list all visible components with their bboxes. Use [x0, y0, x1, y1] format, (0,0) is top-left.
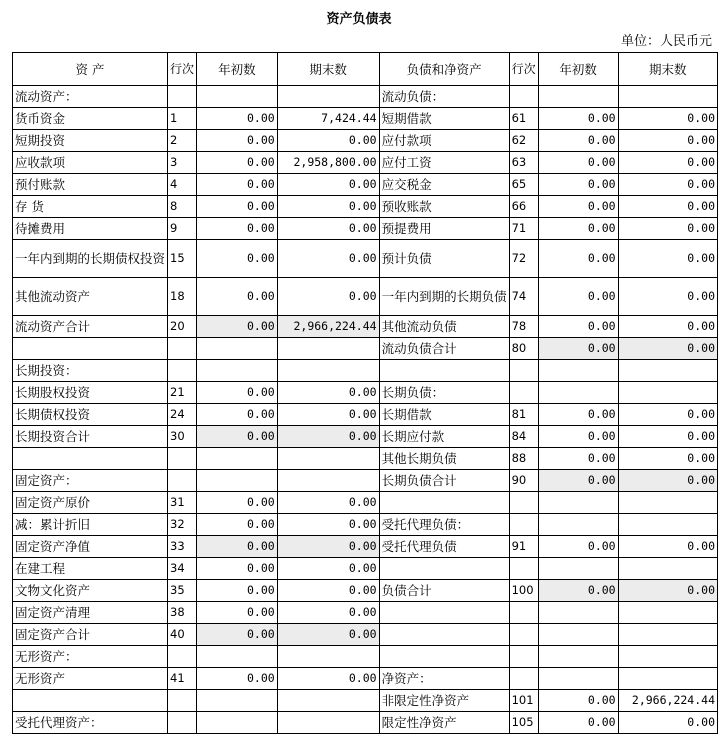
liability-label-cell: [379, 360, 509, 382]
asset-begin-cell: 0.00: [197, 130, 278, 152]
liability-begin-cell: [538, 602, 618, 624]
table-row: [13, 470, 718, 492]
liability-end-cell: 0.00: [618, 536, 717, 558]
liability-begin-cell: 0.00: [538, 218, 618, 240]
asset-code-cell: 40: [168, 624, 197, 646]
asset-code-cell: 8: [168, 196, 197, 218]
liability-end-cell: [618, 514, 717, 536]
table-row: [13, 426, 718, 448]
header-code-right: 行次: [509, 53, 538, 86]
asset-code-cell: 2: [168, 130, 197, 152]
currency-unit: 单位：人民币元: [620, 34, 712, 49]
table-row: [13, 86, 718, 108]
liability-label-cell: 流动负债：: [379, 86, 509, 108]
table-row: [13, 404, 718, 426]
asset-label-cell: 受托代理资产：: [13, 712, 168, 734]
asset-code-cell: 38: [168, 602, 197, 624]
asset-label-cell: [13, 690, 168, 712]
table-row: [13, 174, 718, 196]
liability-label-cell: 长期负债：: [379, 382, 509, 404]
liability-code-cell: 105: [509, 712, 538, 734]
asset-label-cell: [13, 338, 168, 360]
asset-end-cell: [277, 448, 379, 470]
asset-end-cell: [277, 646, 379, 668]
liability-end-cell: 0.00: [618, 448, 717, 470]
asset-begin-cell: 0.00: [197, 218, 278, 240]
liability-label-cell: 长期借款: [379, 404, 509, 426]
table-row: [13, 278, 718, 316]
liability-code-cell: [509, 646, 538, 668]
liability-end-cell: 0.00: [618, 130, 717, 152]
table-row: [13, 536, 718, 558]
header-end-left: 期末数: [277, 53, 379, 86]
liability-end-cell: 0.00: [618, 278, 717, 316]
asset-label-cell: 长期股权投资: [13, 382, 168, 404]
liability-begin-cell: 0.00: [538, 130, 618, 152]
asset-end-cell: [277, 470, 379, 492]
header-row: [13, 53, 718, 86]
asset-end-cell: [277, 712, 379, 734]
asset-end-cell: 0.00: [277, 536, 379, 558]
asset-end-cell: 0.00: [277, 580, 379, 602]
liability-begin-cell: 0.00: [538, 152, 618, 174]
asset-end-cell: 0.00: [277, 426, 379, 448]
liability-begin-cell: 0.00: [538, 448, 618, 470]
liability-code-cell: [509, 514, 538, 536]
asset-begin-cell: 0.00: [197, 602, 278, 624]
liability-code-cell: [509, 624, 538, 646]
table-row: [13, 558, 718, 580]
asset-begin-cell: 0.00: [197, 278, 278, 316]
asset-label-cell: 固定资产：: [13, 470, 168, 492]
asset-code-cell: 35: [168, 580, 197, 602]
asset-code-cell: 34: [168, 558, 197, 580]
asset-begin-cell: 0.00: [197, 426, 278, 448]
table-row: [13, 580, 718, 602]
asset-code-cell: 24: [168, 404, 197, 426]
asset-begin-cell: 0.00: [197, 668, 278, 690]
liability-end-cell: [618, 646, 717, 668]
asset-label-cell: 预付账款: [13, 174, 168, 196]
asset-code-cell: 41: [168, 668, 197, 690]
table-row: [13, 240, 718, 278]
header-code-left: 行次: [168, 53, 197, 86]
liability-label-cell: 非限定性净资产: [379, 690, 509, 712]
table-row: [13, 646, 718, 668]
liability-label-cell: 限定性净资产: [379, 712, 509, 734]
table-row: [13, 196, 718, 218]
asset-end-cell: 0.00: [277, 240, 379, 278]
liability-end-cell: 0.00: [618, 108, 717, 130]
liability-label-cell: 长期负债合计: [379, 470, 509, 492]
asset-begin-cell: [197, 338, 278, 360]
asset-code-cell: [168, 448, 197, 470]
liability-code-cell: 90: [509, 470, 538, 492]
liability-end-cell: [618, 668, 717, 690]
liability-end-cell: [618, 492, 717, 514]
asset-end-cell: 0.00: [277, 278, 379, 316]
liability-label-cell: 受托代理负债：: [379, 514, 509, 536]
asset-end-cell: [277, 690, 379, 712]
table-row: [13, 492, 718, 514]
liability-begin-cell: 0.00: [538, 174, 618, 196]
table-row: [13, 360, 718, 382]
liability-begin-cell: 0.00: [538, 196, 618, 218]
asset-code-cell: 3: [168, 152, 197, 174]
liability-code-cell: [509, 602, 538, 624]
asset-label-cell: 流动资产：: [13, 86, 168, 108]
report-title: 资产负债表: [326, 12, 392, 27]
table-row: [13, 514, 718, 536]
liability-end-cell: 0.00: [618, 316, 717, 338]
table-row: [13, 668, 718, 690]
asset-code-cell: 31: [168, 492, 197, 514]
asset-code-cell: 15: [168, 240, 197, 278]
liability-code-cell: 88: [509, 448, 538, 470]
asset-end-cell: 7,424.44: [277, 108, 379, 130]
liability-code-cell: 100: [509, 580, 538, 602]
liability-end-cell: [618, 360, 717, 382]
liability-end-cell: 0.00: [618, 152, 717, 174]
table-row: [13, 152, 718, 174]
asset-end-cell: 0.00: [277, 602, 379, 624]
table-row: [13, 690, 718, 712]
asset-begin-cell: 0.00: [197, 404, 278, 426]
liability-begin-cell: 0.00: [538, 404, 618, 426]
asset-end-cell: [277, 338, 379, 360]
liability-begin-cell: 0.00: [538, 426, 618, 448]
table-row: [13, 108, 718, 130]
liability-end-cell: 0.00: [618, 338, 717, 360]
liability-begin-cell: [538, 558, 618, 580]
liability-label-cell: 长期应付款: [379, 426, 509, 448]
asset-label-cell: 固定资产原价: [13, 492, 168, 514]
liability-code-cell: 71: [509, 218, 538, 240]
asset-label-cell: 流动资产合计: [13, 316, 168, 338]
asset-label-cell: 货币资金: [13, 108, 168, 130]
asset-end-cell: 0.00: [277, 514, 379, 536]
liability-label-cell: 预计负债: [379, 240, 509, 278]
liability-code-cell: 91: [509, 536, 538, 558]
liability-begin-cell: [538, 86, 618, 108]
liability-code-cell: [509, 360, 538, 382]
liability-label-cell: [379, 624, 509, 646]
liability-label-cell: 预提费用: [379, 218, 509, 240]
asset-label-cell: 固定资产清理: [13, 602, 168, 624]
liability-code-cell: [509, 86, 538, 108]
header-liabilities: 负债和净资产: [379, 53, 509, 86]
liability-label-cell: 短期借款: [379, 108, 509, 130]
asset-begin-cell: 0.00: [197, 492, 278, 514]
asset-code-cell: [168, 470, 197, 492]
asset-end-cell: 0.00: [277, 196, 379, 218]
liability-code-cell: [509, 492, 538, 514]
liability-label-cell: 应交税金: [379, 174, 509, 196]
asset-code-cell: 21: [168, 382, 197, 404]
liability-begin-cell: [538, 646, 618, 668]
asset-label-cell: 长期投资合计: [13, 426, 168, 448]
liability-begin-cell: [538, 514, 618, 536]
liability-code-cell: [509, 382, 538, 404]
asset-begin-cell: [197, 360, 278, 382]
asset-code-cell: [168, 86, 197, 108]
liability-code-cell: 78: [509, 316, 538, 338]
liability-code-cell: 62: [509, 130, 538, 152]
asset-label-cell: 其他流动资产: [13, 278, 168, 316]
liability-label-cell: [379, 492, 509, 514]
liability-label-cell: 负债合计: [379, 580, 509, 602]
liability-end-cell: 0.00: [618, 580, 717, 602]
asset-end-cell: 0.00: [277, 624, 379, 646]
asset-begin-cell: 0.00: [197, 240, 278, 278]
table-row: [13, 218, 718, 240]
liability-begin-cell: 0.00: [538, 580, 618, 602]
table-row: [13, 130, 718, 152]
liability-code-cell: 101: [509, 690, 538, 712]
asset-label-cell: 在建工程: [13, 558, 168, 580]
asset-code-cell: [168, 646, 197, 668]
liability-label-cell: 预收账款: [379, 196, 509, 218]
liability-code-cell: [509, 668, 538, 690]
asset-end-cell: 0.00: [277, 218, 379, 240]
asset-begin-cell: [197, 712, 278, 734]
asset-code-cell: [168, 712, 197, 734]
asset-begin-cell: [197, 86, 278, 108]
asset-end-cell: 0.00: [277, 558, 379, 580]
asset-label-cell: 文物文化资产: [13, 580, 168, 602]
liability-end-cell: 0.00: [618, 174, 717, 196]
asset-begin-cell: 0.00: [197, 514, 278, 536]
table-row: [13, 316, 718, 338]
asset-label-cell: 长期债权投资: [13, 404, 168, 426]
liability-label-cell: 一年内到期的长期负债: [379, 278, 509, 316]
asset-begin-cell: 0.00: [197, 536, 278, 558]
liability-code-cell: 81: [509, 404, 538, 426]
header-asset: 资 产: [13, 53, 168, 86]
liability-end-cell: [618, 558, 717, 580]
liability-end-cell: [618, 86, 717, 108]
asset-end-cell: 0.00: [277, 174, 379, 196]
liability-code-cell: 84: [509, 426, 538, 448]
asset-end-cell: 0.00: [277, 404, 379, 426]
asset-begin-cell: 0.00: [197, 624, 278, 646]
asset-label-cell: 一年内到期的长期债权投资: [13, 240, 168, 278]
asset-begin-cell: 0.00: [197, 152, 278, 174]
table-row: [13, 338, 718, 360]
table-row: [13, 448, 718, 470]
liability-label-cell: [379, 602, 509, 624]
table-row: [13, 712, 718, 734]
liability-code-cell: 72: [509, 240, 538, 278]
asset-label-cell: 无形资产: [13, 668, 168, 690]
asset-begin-cell: [197, 690, 278, 712]
asset-begin-cell: [197, 448, 278, 470]
asset-begin-cell: 0.00: [197, 316, 278, 338]
asset-code-cell: 32: [168, 514, 197, 536]
asset-end-cell: 0.00: [277, 130, 379, 152]
asset-label-cell: 应收款项: [13, 152, 168, 174]
liability-end-cell: [618, 602, 717, 624]
asset-end-cell: [277, 86, 379, 108]
asset-begin-cell: [197, 470, 278, 492]
asset-code-cell: 4: [168, 174, 197, 196]
asset-code-cell: [168, 690, 197, 712]
liability-begin-cell: 0.00: [538, 278, 618, 316]
liability-end-cell: 0.00: [618, 404, 717, 426]
table-row: [13, 602, 718, 624]
asset-label-cell: [13, 448, 168, 470]
liability-label-cell: 流动负债合计: [379, 338, 509, 360]
liability-begin-cell: 0.00: [538, 316, 618, 338]
liability-begin-cell: 0.00: [538, 470, 618, 492]
asset-label-cell: 短期投资: [13, 130, 168, 152]
liability-begin-cell: [538, 382, 618, 404]
header-begin-left: 年初数: [197, 53, 278, 86]
liability-begin-cell: [538, 624, 618, 646]
liability-begin-cell: 0.00: [538, 338, 618, 360]
asset-code-cell: [168, 360, 197, 382]
liability-begin-cell: [538, 360, 618, 382]
asset-begin-cell: 0.00: [197, 382, 278, 404]
liability-end-cell: 0.00: [618, 218, 717, 240]
asset-begin-cell: 0.00: [197, 580, 278, 602]
asset-begin-cell: 0.00: [197, 196, 278, 218]
asset-end-cell: 2,966,224.44: [277, 316, 379, 338]
liability-code-cell: 80: [509, 338, 538, 360]
liability-begin-cell: [538, 668, 618, 690]
asset-begin-cell: 0.00: [197, 174, 278, 196]
liability-code-cell: [509, 558, 538, 580]
liability-end-cell: 0.00: [618, 240, 717, 278]
asset-code-cell: 20: [168, 316, 197, 338]
liability-label-cell: 净资产：: [379, 668, 509, 690]
asset-label-cell: 无形资产：: [13, 646, 168, 668]
asset-begin-cell: 0.00: [197, 558, 278, 580]
liability-end-cell: [618, 624, 717, 646]
liability-end-cell: [618, 382, 717, 404]
asset-code-cell: 33: [168, 536, 197, 558]
asset-end-cell: 0.00: [277, 382, 379, 404]
liability-end-cell: 0.00: [618, 426, 717, 448]
balance-sheet-table: [12, 52, 718, 734]
liability-code-cell: 65: [509, 174, 538, 196]
asset-code-cell: 1: [168, 108, 197, 130]
liability-label-cell: 受托代理负债: [379, 536, 509, 558]
table-row: [13, 624, 718, 646]
liability-code-cell: 74: [509, 278, 538, 316]
liability-label-cell: 应付工资: [379, 152, 509, 174]
asset-end-cell: 0.00: [277, 492, 379, 514]
asset-begin-cell: 0.00: [197, 108, 278, 130]
liability-end-cell: 0.00: [618, 196, 717, 218]
asset-label-cell: 固定资产合计: [13, 624, 168, 646]
asset-code-cell: 30: [168, 426, 197, 448]
asset-label-cell: 待摊费用: [13, 218, 168, 240]
liability-label-cell: 应付款项: [379, 130, 509, 152]
liability-label-cell: 其他长期负债: [379, 448, 509, 470]
asset-code-cell: 9: [168, 218, 197, 240]
liability-code-cell: 66: [509, 196, 538, 218]
liability-label-cell: [379, 646, 509, 668]
asset-code-cell: [168, 338, 197, 360]
liability-end-cell: 0.00: [618, 712, 717, 734]
asset-begin-cell: [197, 646, 278, 668]
liability-label-cell: 其他流动负债: [379, 316, 509, 338]
asset-code-cell: 18: [168, 278, 197, 316]
liability-begin-cell: 0.00: [538, 536, 618, 558]
liability-begin-cell: 0.00: [538, 240, 618, 278]
asset-label-cell: 存 货: [13, 196, 168, 218]
liability-code-cell: 61: [509, 108, 538, 130]
liability-label-cell: [379, 558, 509, 580]
liability-end-cell: 2,966,224.44: [618, 690, 717, 712]
asset-end-cell: [277, 360, 379, 382]
liability-begin-cell: 0.00: [538, 712, 618, 734]
liability-code-cell: 63: [509, 152, 538, 174]
header-end-right: 期末数: [618, 53, 717, 86]
asset-label-cell: 固定资产净值: [13, 536, 168, 558]
liability-begin-cell: 0.00: [538, 690, 618, 712]
liability-end-cell: 0.00: [618, 470, 717, 492]
table-row: [13, 382, 718, 404]
liability-begin-cell: 0.00: [538, 108, 618, 130]
asset-end-cell: 2,958,800.00: [277, 152, 379, 174]
asset-label-cell: 减：累计折旧: [13, 514, 168, 536]
asset-end-cell: 0.00: [277, 668, 379, 690]
liability-begin-cell: [538, 492, 618, 514]
asset-label-cell: 长期投资：: [13, 360, 168, 382]
header-begin-right: 年初数: [538, 53, 618, 86]
